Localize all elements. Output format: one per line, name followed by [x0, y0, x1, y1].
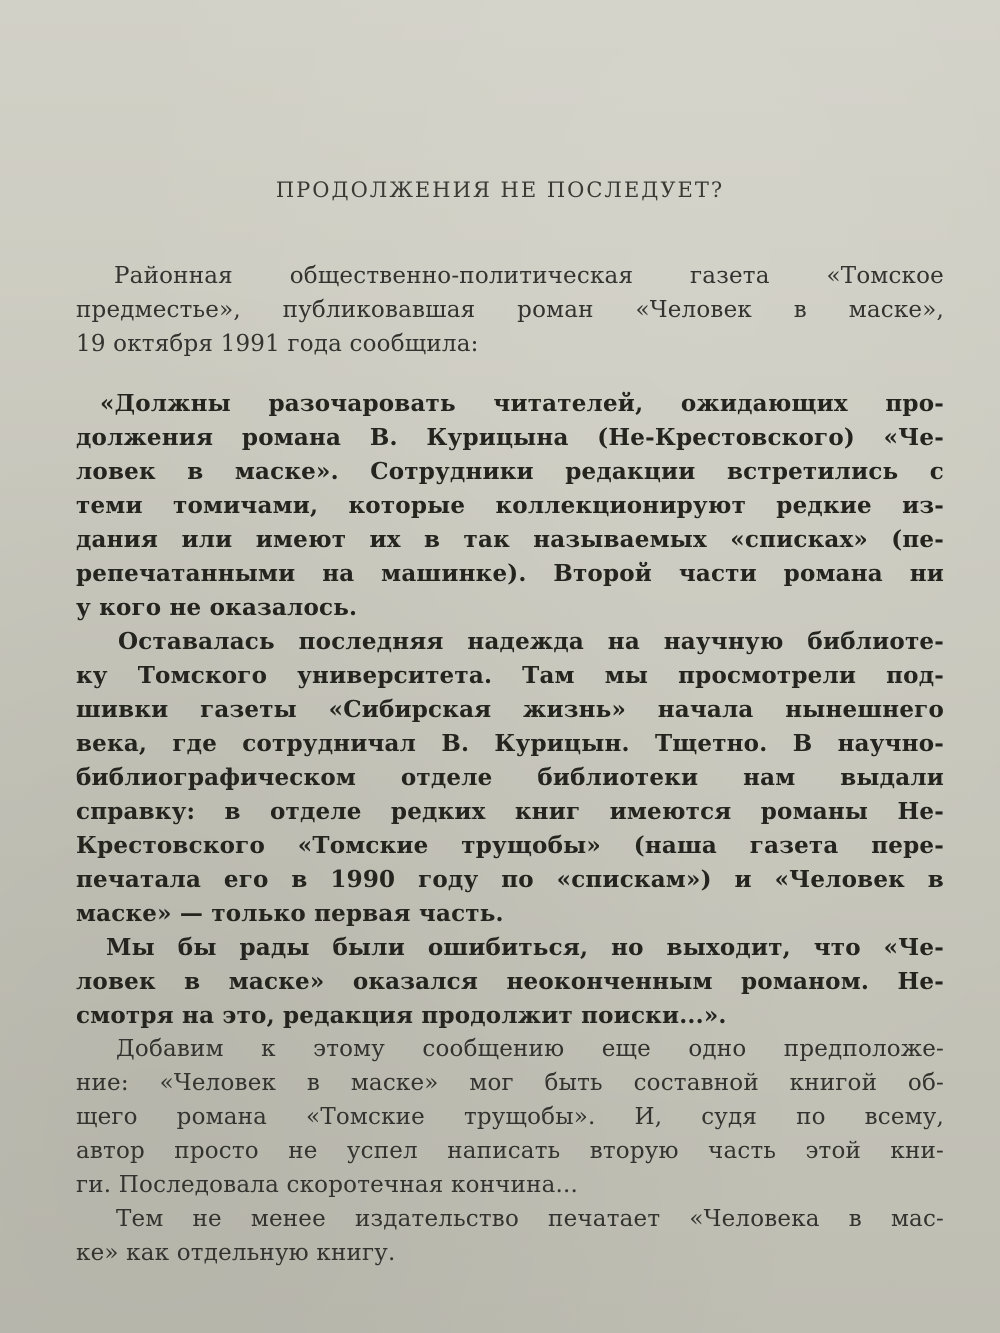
page-title: ПРОДОЛЖЕНИЯ НЕ ПОСЛЕДУЕТ? — [275, 178, 725, 202]
text-line: справку: в отделе редких книг имеются романы Не- — [76, 798, 944, 825]
text-line: теми томичами, которые коллекционируют редкие из- — [76, 492, 944, 519]
text-line: репечатанными на машинке). Второй части романа ни — [76, 560, 944, 587]
text-line: ке» как отдельную книгу. — [76, 1240, 396, 1266]
text-line: ловек в маске». Сотрудники редакции встретились с — [76, 458, 944, 485]
text-line: ку Томского университета. Там мы просмотрели под- — [76, 662, 944, 689]
closing-paragraph — [76, 1032, 944, 1270]
text-line: ние: «Человек в маске» мог быть составной книгой об- — [76, 1070, 944, 1096]
text-line: должения романа В. Курицына (Не-Крестовского) «Че- — [76, 424, 944, 451]
text-line: смотря на это, редакция продолжит поиски...». — [76, 1002, 727, 1029]
text-line: Районная общественно-политическая газета «Томское — [114, 263, 944, 289]
text-line: шивки газеты «Сибирская жизнь» начала нынешнего — [76, 696, 944, 723]
text-line: ги. Последовала скоротечная кончина... — [76, 1172, 579, 1198]
text-line: Добавим к этому сообщению еще одно предположе- — [116, 1036, 944, 1062]
text-line: 19 октября 1991 года сообщила: — [76, 331, 479, 357]
text-line: ловек в маске» оказался неоконченным романом. Не- — [76, 968, 944, 995]
text-line: Оставалась последняя надежда на научную библиоте- — [118, 628, 944, 655]
intro-paragraph — [76, 259, 944, 361]
text-line: автор просто не успел написать вторую часть этой кни- — [76, 1138, 944, 1164]
text-line: у кого не оказалось. — [76, 594, 358, 621]
text-line: дания или имеют их в так называемых «списках» (пе- — [76, 526, 944, 553]
text-line: маске» — только первая часть. — [76, 900, 504, 927]
text-line: «Должны разочаровать читателей, ожидающих про- — [100, 390, 944, 417]
text-line: печатала его в 1990 году по «спискам») и «Человек в — [76, 866, 944, 893]
text-line: щего романа «Томские трущобы». И, судя по всему, — [76, 1104, 944, 1130]
text-line: предместье», публиковавшая роман «Человек в маске», — [76, 297, 944, 323]
text-line: библиографическом отделе библиотеки нам выдали — [76, 764, 944, 791]
text-line: Мы бы рады были ошибиться, но выходит, что «Че- — [106, 934, 944, 961]
quote-block — [76, 387, 944, 1033]
text-line: Тем не менее издательство печатает «Человека в мас- — [116, 1206, 944, 1232]
text-line: века, где сотрудничал В. Курицын. Тщетно. В научно- — [76, 730, 944, 757]
text-line: Крестовского «Томские трущобы» (наша газета пере- — [76, 832, 944, 859]
